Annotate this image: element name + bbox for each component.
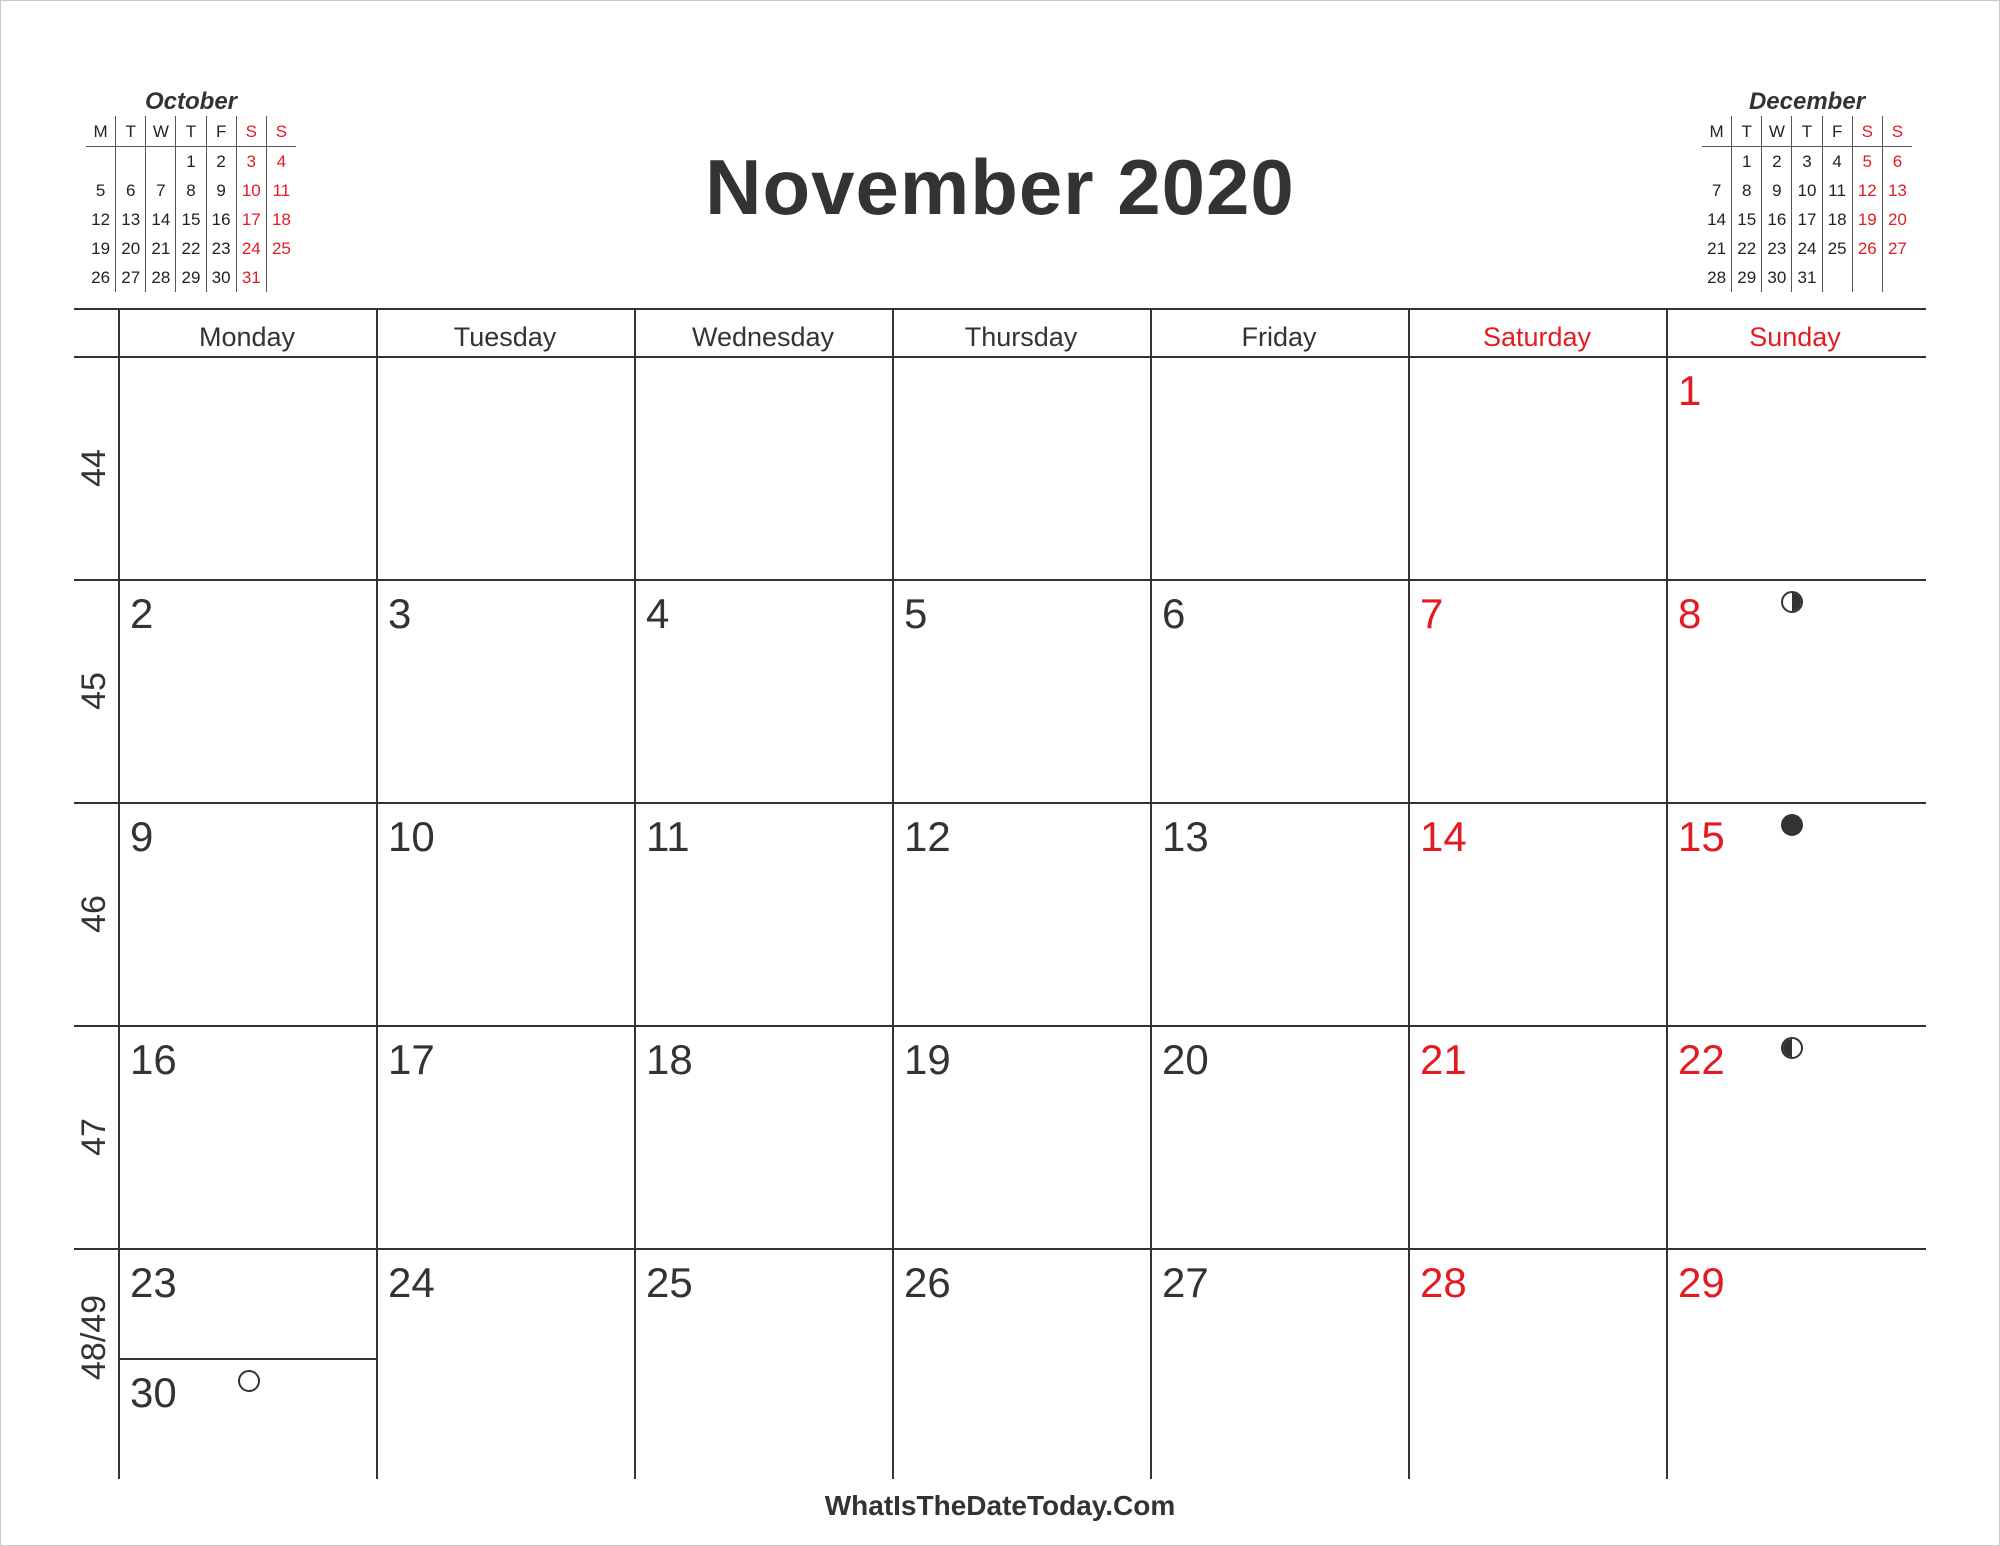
mini-day-cell: 21: [146, 234, 176, 263]
mini-day-cell: 1: [1732, 147, 1762, 177]
weekday-header-friday: Friday: [1241, 322, 1317, 352]
mini-day-cell: 6: [1882, 147, 1912, 177]
day-number: 12: [904, 813, 951, 860]
mini-weekday-label: M: [1702, 116, 1732, 147]
mini-day-cell: [1702, 147, 1732, 177]
mini-calendar-week-row: [86, 147, 296, 177]
day-number: 21: [1420, 1036, 1467, 1083]
mini-day-cell: 31: [1792, 263, 1822, 292]
day-number: 19: [904, 1036, 951, 1083]
column-divider: [634, 308, 636, 1479]
day-number: 17: [388, 1036, 435, 1083]
mini-day-cell: 21: [1707, 239, 1727, 258]
mini-day-cell: 24: [1792, 234, 1822, 263]
day-number: 16: [130, 1036, 177, 1083]
new-moon-icon: [1781, 814, 1803, 836]
column-divider: [1666, 308, 1668, 356]
mini-day-cell: 5: [95, 181, 106, 200]
mini-day-cell: 19: [91, 239, 111, 258]
mini-calendar-week-row: [1702, 263, 1912, 292]
mini-day-cell: 9: [1762, 176, 1792, 205]
day-number: 11: [646, 813, 690, 860]
day-number: 30: [130, 1369, 177, 1416]
week-divider: [74, 1248, 1926, 1250]
first-quarter-icon: [1781, 1037, 1803, 1059]
mini-calendar-header-row: [1702, 116, 1912, 147]
day-number: 23: [130, 1259, 177, 1306]
mini-calendar-title: October: [144, 88, 237, 115]
mini-calendar-october: [86, 88, 296, 292]
day-number: 28: [1420, 1259, 1467, 1306]
mini-day-cell: 12: [91, 210, 111, 229]
mini-day-cell: 7: [1711, 181, 1722, 200]
mini-day-cell: 14: [1707, 210, 1727, 229]
mini-day-cell: 18: [1822, 205, 1852, 234]
weekday-header-wednesday: Wednesday: [691, 322, 835, 352]
mini-day-cell: 23: [206, 234, 236, 263]
mini-day-cell: 7: [146, 176, 176, 205]
mini-day-cell: 19: [1852, 205, 1882, 234]
mini-weekday-label: F: [206, 116, 236, 147]
mini-day-cell: 16: [1762, 205, 1792, 234]
column-divider: [1666, 308, 1668, 1479]
mini-day-cell: 29: [176, 263, 206, 292]
day-number: 22: [1678, 1036, 1725, 1083]
mini-day-cell: 15: [1732, 205, 1762, 234]
mini-day-cell: 4: [1822, 147, 1852, 177]
column-divider: [376, 308, 378, 1479]
mini-day-cell: 20: [116, 234, 146, 263]
week-number: 46: [75, 894, 113, 933]
mini-day-cell: 3: [236, 147, 266, 177]
mini-day-cell: [86, 147, 116, 177]
mini-calendar-week-row: [86, 176, 296, 205]
mini-day-cell: 10: [236, 176, 266, 205]
mini-day-cell: 1: [176, 147, 206, 177]
week-divider: [74, 802, 1926, 804]
mini-day-cell: 5: [1852, 147, 1882, 177]
mini-day-cell: [266, 263, 296, 292]
mini-day-cell: 11: [266, 176, 296, 205]
mini-day-cell: 12: [1852, 176, 1882, 205]
mini-day-cell: 24: [236, 234, 266, 263]
mini-weekday-label: S: [1852, 116, 1882, 147]
day-number: 14: [1420, 813, 1467, 860]
week-number: 45: [75, 671, 113, 710]
mini-day-cell: 27: [116, 263, 146, 292]
mini-day-cell: 22: [1732, 234, 1762, 263]
mini-day-cell: 2: [206, 147, 236, 177]
day-number: 1: [1678, 367, 1702, 414]
mini-day-cell: 30: [1762, 263, 1792, 292]
mini-weekday-label: F: [1822, 116, 1852, 147]
header-divider: [74, 356, 1926, 358]
mini-day-cell: 13: [116, 205, 146, 234]
mini-weekday-label: M: [86, 116, 116, 147]
day-number: 8: [1678, 590, 1702, 637]
day-number: 13: [1162, 813, 1209, 860]
column-divider: [892, 308, 894, 1479]
mini-weekday-label: S: [1882, 116, 1912, 147]
mini-day-cell: [1852, 263, 1882, 292]
mini-day-cell: [1882, 263, 1912, 292]
mini-day-cell: 28: [146, 263, 176, 292]
week-number: 48/49: [75, 1294, 113, 1380]
week-divider: [74, 579, 1926, 581]
mini-day-cell: 28: [1707, 268, 1727, 287]
column-divider: [1408, 308, 1410, 1479]
mini-day-cell: 11: [1822, 176, 1852, 205]
day-number: 5: [904, 590, 928, 637]
mini-day-cell: 9: [206, 176, 236, 205]
mini-weekday-label: S: [266, 116, 296, 147]
mini-day-cell: 14: [146, 205, 176, 234]
mini-weekday-label: T: [116, 116, 146, 147]
moon-shadow: [1792, 593, 1801, 611]
mini-day-cell: [146, 147, 176, 177]
mini-day-cell: 2: [1762, 147, 1792, 177]
mini-weekday-label: S: [236, 116, 266, 147]
week-divider: [74, 1025, 1926, 1027]
mini-day-cell: 13: [1882, 176, 1912, 205]
day-number: 26: [904, 1259, 951, 1306]
mini-calendar-week-row: [1702, 176, 1912, 205]
mini-day-cell: 8: [176, 176, 206, 205]
weekday-header-thursday: Thursday: [964, 322, 1078, 352]
day-number: 15: [1678, 813, 1725, 860]
day-number: 4: [646, 590, 670, 637]
weekday-header-monday: Monday: [198, 322, 296, 352]
mini-day-cell: 10: [1792, 176, 1822, 205]
mini-day-cell: 8: [1732, 176, 1762, 205]
week-number: 44: [75, 448, 113, 487]
mini-day-cell: 25: [266, 234, 296, 263]
mini-day-cell: 26: [91, 268, 111, 287]
mini-weekday-label: W: [146, 116, 176, 147]
mini-day-cell: 27: [1882, 234, 1912, 263]
mini-day-cell: 16: [206, 205, 236, 234]
day-number: 27: [1162, 1259, 1209, 1306]
weekday-header-sunday: Sunday: [1749, 322, 1841, 352]
mini-day-cell: 6: [116, 176, 146, 205]
mini-calendar-week-row: [86, 234, 296, 263]
day-number: 2: [130, 590, 154, 637]
mini-day-cell: 31: [236, 263, 266, 292]
weekday-header-tuesday: Tuesday: [453, 322, 557, 352]
mini-weekday-label: W: [1762, 116, 1792, 147]
page-title: November 2020: [705, 143, 1295, 231]
mini-day-cell: 20: [1882, 205, 1912, 234]
mini-day-cell: 3: [1792, 147, 1822, 177]
column-divider: [1150, 308, 1152, 1479]
moon-shadow: [1783, 1039, 1792, 1057]
weekday-header-saturday: Saturday: [1482, 322, 1592, 352]
mini-day-cell: 29: [1732, 263, 1762, 292]
mini-calendar-week-row: [1702, 234, 1912, 263]
day-number: 20: [1162, 1036, 1209, 1083]
mini-weekday-label: T: [176, 116, 206, 147]
mini-calendar-week-row: [1702, 147, 1912, 177]
mini-day-cell: [1822, 263, 1852, 292]
day-number: 9: [130, 813, 154, 860]
full-moon-icon: [238, 1370, 260, 1392]
last-quarter-icon: [1781, 591, 1803, 613]
mini-day-cell: 25: [1822, 234, 1852, 263]
mini-day-cell: 26: [1852, 234, 1882, 263]
day-number: 29: [1678, 1259, 1725, 1306]
mini-calendar-header-row: [86, 116, 296, 147]
mini-calendar-week-row: [1702, 205, 1912, 234]
mini-weekday-label: T: [1792, 116, 1822, 147]
mini-calendar-grid: [1702, 116, 1912, 292]
mini-day-cell: 18: [266, 205, 296, 234]
mini-calendar-week-row: [86, 205, 296, 234]
day-number: 6: [1162, 590, 1186, 637]
day-number: 25: [646, 1259, 693, 1306]
day-number: 7: [1420, 590, 1444, 637]
day-number: 24: [388, 1259, 435, 1306]
day-number: 18: [646, 1036, 693, 1083]
mini-day-cell: 17: [236, 205, 266, 234]
mini-day-cell: [116, 147, 146, 177]
mini-day-cell: 23: [1762, 234, 1792, 263]
mini-day-cell: 17: [1792, 205, 1822, 234]
mini-calendar-week-row: [86, 263, 296, 292]
mini-day-cell: 15: [176, 205, 206, 234]
mini-weekday-label: T: [1732, 116, 1762, 147]
mini-day-cell: 4: [266, 147, 296, 177]
day-number: 3: [388, 590, 412, 637]
mini-calendar-grid: [86, 116, 296, 292]
week-number: 47: [75, 1117, 113, 1156]
mini-calendar-title: December: [1748, 88, 1866, 115]
day-number: 10: [388, 813, 435, 860]
split-cell-divider: [118, 1358, 376, 1360]
mini-day-cell: 22: [176, 234, 206, 263]
mini-day-cell: 30: [206, 263, 236, 292]
column-divider: [118, 308, 120, 1479]
mini-calendar-december: [1702, 88, 1912, 292]
site-footer: WhatIsTheDateToday.Com: [824, 1490, 1176, 1521]
